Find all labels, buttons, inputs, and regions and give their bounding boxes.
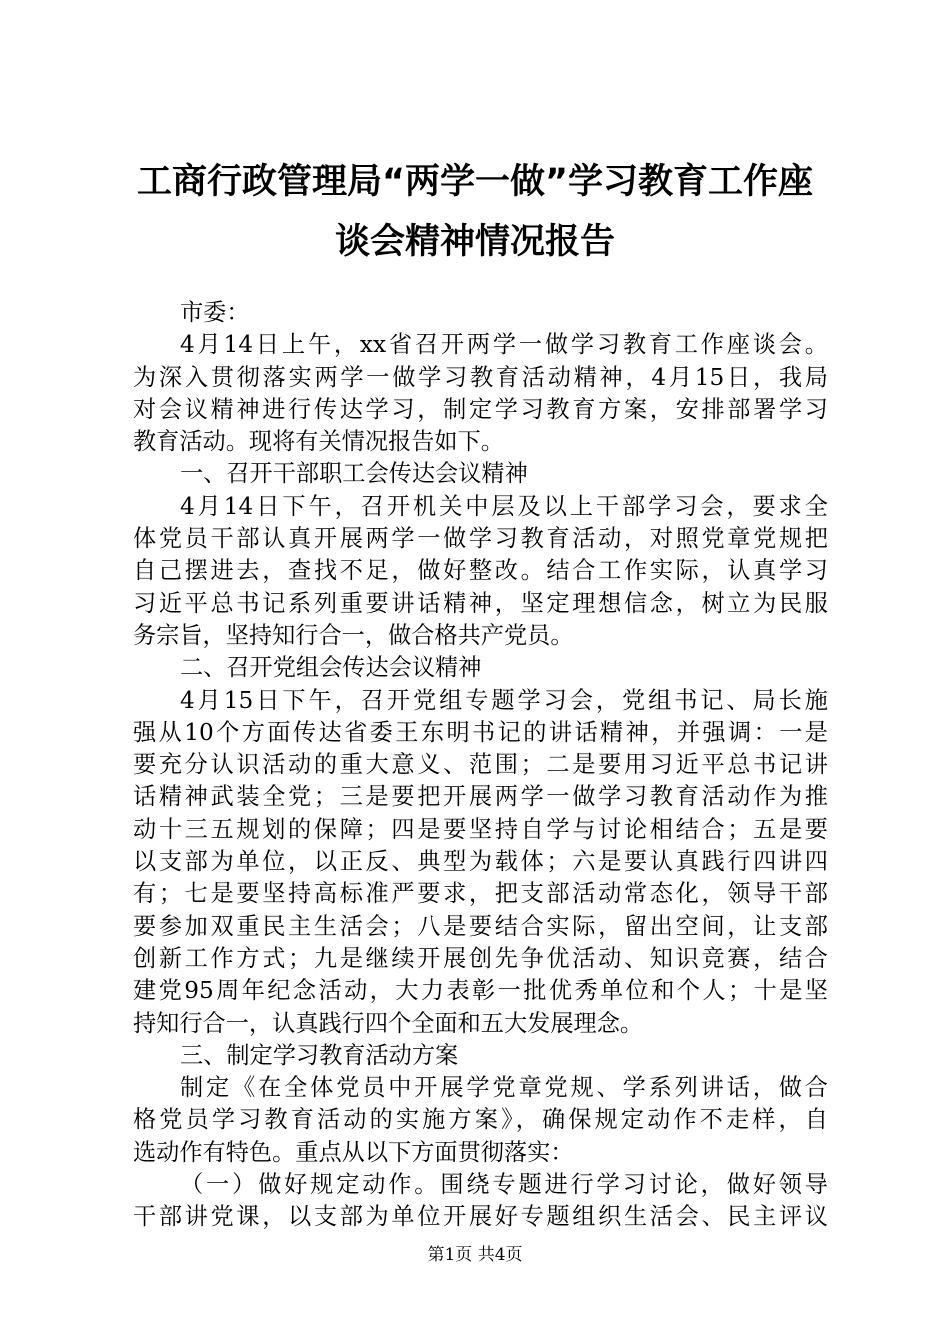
body-text-line: 要参加双重民主生活会；八是要结合实际，留出空间，让支部 [133,912,828,940]
body-text-line: 格党员学习教育活动的实施方案》，确保规定动作不走样，自 [133,1106,828,1134]
document-body [133,297,828,1234]
body-text-line: 选动作有特色。重点从以下方面贯彻落实： [133,1138,574,1166]
body-text-line: 话精神武装全党；三是要把开展两学一做学习教育活动作为推 [133,783,828,811]
body-text-line: 持知行合一，认真践行四个全面和五大发展理念。 [133,1009,644,1037]
body-text-line: 习近平总书记系列重要讲话精神，坚定理想信念，树立为民服 [133,589,828,617]
body-text-line: 强从10个方面传达省委王东明书记的讲话精神，并强调：一是 [133,718,828,746]
body-text-line: 有；七是要坚持高标准严要求，把支部活动常态化，领导干部 [133,880,828,908]
body-text-line: 4月14日上午，xx省召开两学一做学习教育工作座谈会。 [180,331,828,359]
body-text-line: 市委： [180,299,250,326]
body-text-line: 干部讲党课，以支部为单位开展好专题组织生活会、民主评议 [133,1203,828,1231]
page-number-footer: 第1页 共4页 [427,1245,523,1265]
body-text-line: 创新工作方式；九是继续开展创先争优活动、知识竞赛，结合 [133,944,828,972]
body-text-line: 4月15日下午，召开党组专题学习会，党组书记、局长施 [180,686,828,714]
body-text-line: 4月14日下午，召开机关中层及以上干部学习会，要求全 [180,492,828,520]
body-text-line: 一、召开干部职工会传达会议精神 [180,460,528,488]
body-text-line: 以支部为单位，以正反、典型为载体；六是要认真践行四讲四 [133,848,828,876]
body-text-line: 为深入贯彻落实两学一做学习教育活动精神，4月15日，我局 [133,363,828,391]
body-text-line: 三、制定学习教育活动方案 [180,1041,459,1069]
body-text-line: 建党95周年纪念活动，大力表彰一批优秀单位和个人；十是坚 [133,977,828,1005]
body-text-line: 自己摆进去，查找不足，做好整改。结合工作实际，认真学习 [133,557,828,585]
body-text-line: 教育活动。现将有关情况报告如下。 [133,428,504,456]
document-title-line-1: 工商行政管理局“两学一做”学习教育工作座 [136,162,813,202]
body-text-line: （一）做好规定动作。围绕专题进行学习讨论，做好领导 [180,1171,828,1199]
body-text-line: 要充分认识活动的重大意义、范围；二是要用习近平总书记讲 [133,751,828,779]
document-title-line-2: 谈会精神情况报告 [334,222,615,262]
body-text-line: 务宗旨，坚持知行合一，做合格共产党员。 [133,621,574,649]
body-text-line: 动十三五规划的保障；四是要坚持自学与讨论相结合；五是要 [133,815,828,843]
body-text-line: 体党员干部认真开展两学一做学习教育活动，对照党章党规把 [133,525,828,553]
body-text-line: 二、召开党组会传达会议精神 [180,654,482,682]
body-text-line: 对会议精神进行传达学习，制定学习教育方案，安排部署学习 [133,395,828,423]
body-text-line: 制定《在全体党员中开展学党章党规、学系列讲话，做合 [180,1074,828,1102]
